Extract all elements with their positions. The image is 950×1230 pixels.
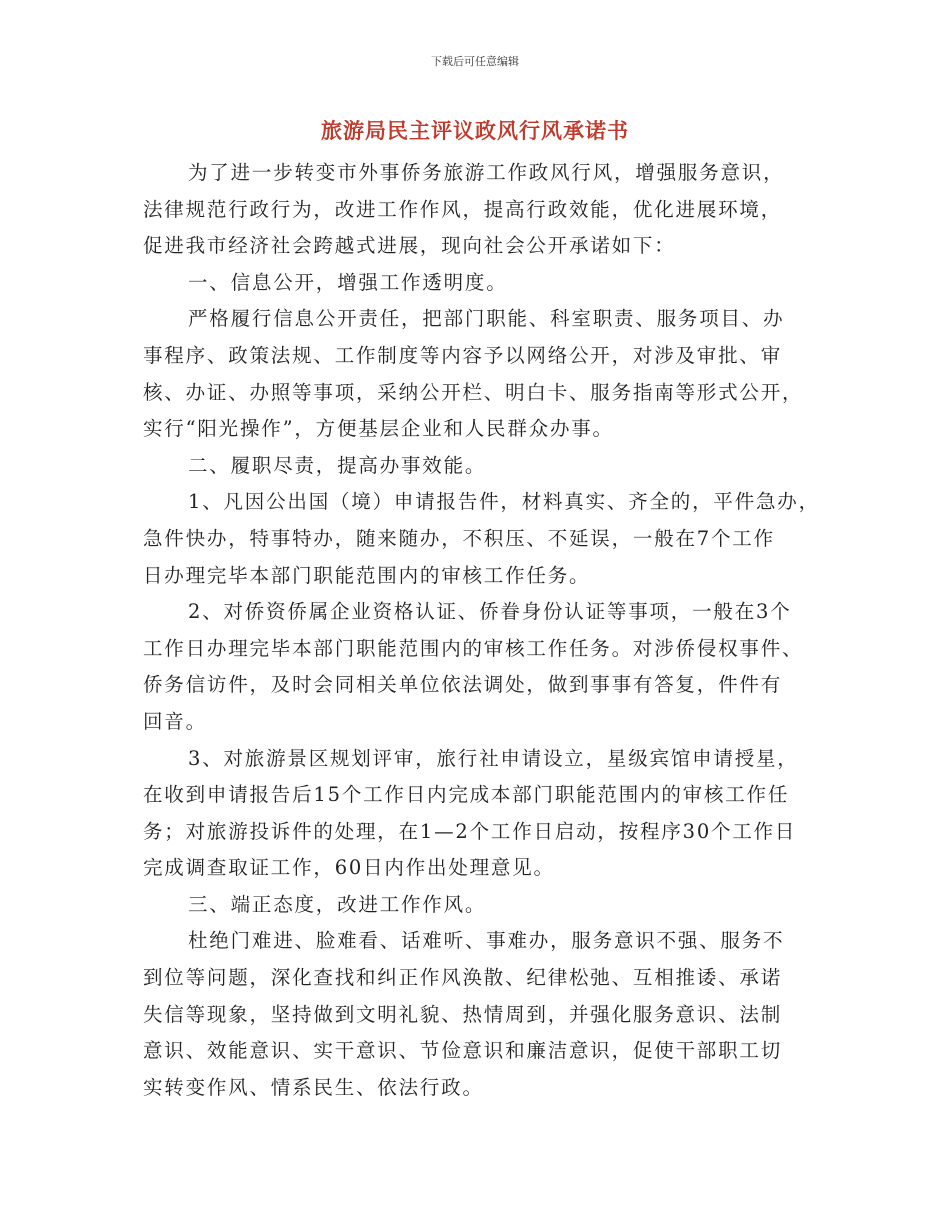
text-line: 意识、效能意识、实干意识、节俭意识和廉洁意识，促使干部职工切 [143,1039,783,1063]
text-line: 日办理完毕本部门职能范围内的审核工作任务。 [143,563,591,587]
page-header: 下载后可任意编辑 [431,55,519,68]
text-line: 回音。 [143,709,207,733]
text-line: 工作日办理完毕本部门职能范围内的审核工作任务。对涉侨侵权事件、 [143,636,804,660]
section-heading: 三、端正态度，改进工作作风。 [188,892,487,916]
text-line: 失信等现象，坚持做到文明礼貌、热情周到，并强化服务意识、法制 [143,1002,783,1026]
section-heading: 一、信息公开，增强工作透明度。 [188,270,508,294]
text-line: 为了进一步转变市外事侨务旅游工作政风行风，增强服务意识， [188,161,785,184]
text-line: 法律规范行政行为，改进工作作风，提高行政效能，优化进展环境， [143,197,783,221]
text-line: 到位等问题，深化查找和纠正作风涣散、纪律松弛、互相推诿、承诺 [143,966,783,990]
document-body [143,155,823,1106]
text-line: 在收到申请报告后15个工作日内完成本部门职能范围内的审核工作任 [143,783,790,807]
text-line: 杜绝门难进、脸难看、话难听、事难办，服务意识不强、服务不 [188,929,785,953]
text-line: 严格履行信息公开责任，把部门职能、科室职责、服务项目、办 [188,307,785,331]
text-line: 务；对旅游投诉件的处理，在1—2个工作日启动，按程序30个工作日 [143,819,797,843]
text-line: 侨务信访件，及时会同相关单位依法调处，做到事事有答复，件件有 [143,673,783,697]
text-line: 急件快办，特事特办，随来随办，不积压、不延误，一般在7个工作 [143,526,775,550]
text-line: 1、凡因公出国（境）申请报告件，材料真实、齐全的，平件急办， [188,490,820,514]
text-line: 3、对旅游景区规划评审，旅行社申请设立，星级宾馆申请授星， [188,746,799,770]
section-heading: 二、履职尽责，提高办事效能。 [188,453,487,477]
text-line: 实行“阳光操作”，方便基层企业和人民群众办事。 [143,417,614,441]
text-line: 2、对侨资侨属企业资格认证、侨眷身份认证等事项，一般在3个 [188,600,792,624]
text-line: 实转变作风、情系民生、依法行政。 [143,1075,484,1099]
text-line: 事程序、政策法规、工作制度等内容予以网络公开，对涉及审批、审 [143,343,783,367]
document-title: 旅游局民主评议政风行风承诺书 [321,118,629,143]
text-line: 促进我市经济社会跨越式进展，现向社会公开承诺如下： [143,234,676,258]
text-line: 完成调查取证工作，60日内作出处理意见。 [143,856,555,880]
text-line: 核、办证、办照等事项，采纳公开栏、明白卡、服务指南等形式公开， [143,380,804,404]
